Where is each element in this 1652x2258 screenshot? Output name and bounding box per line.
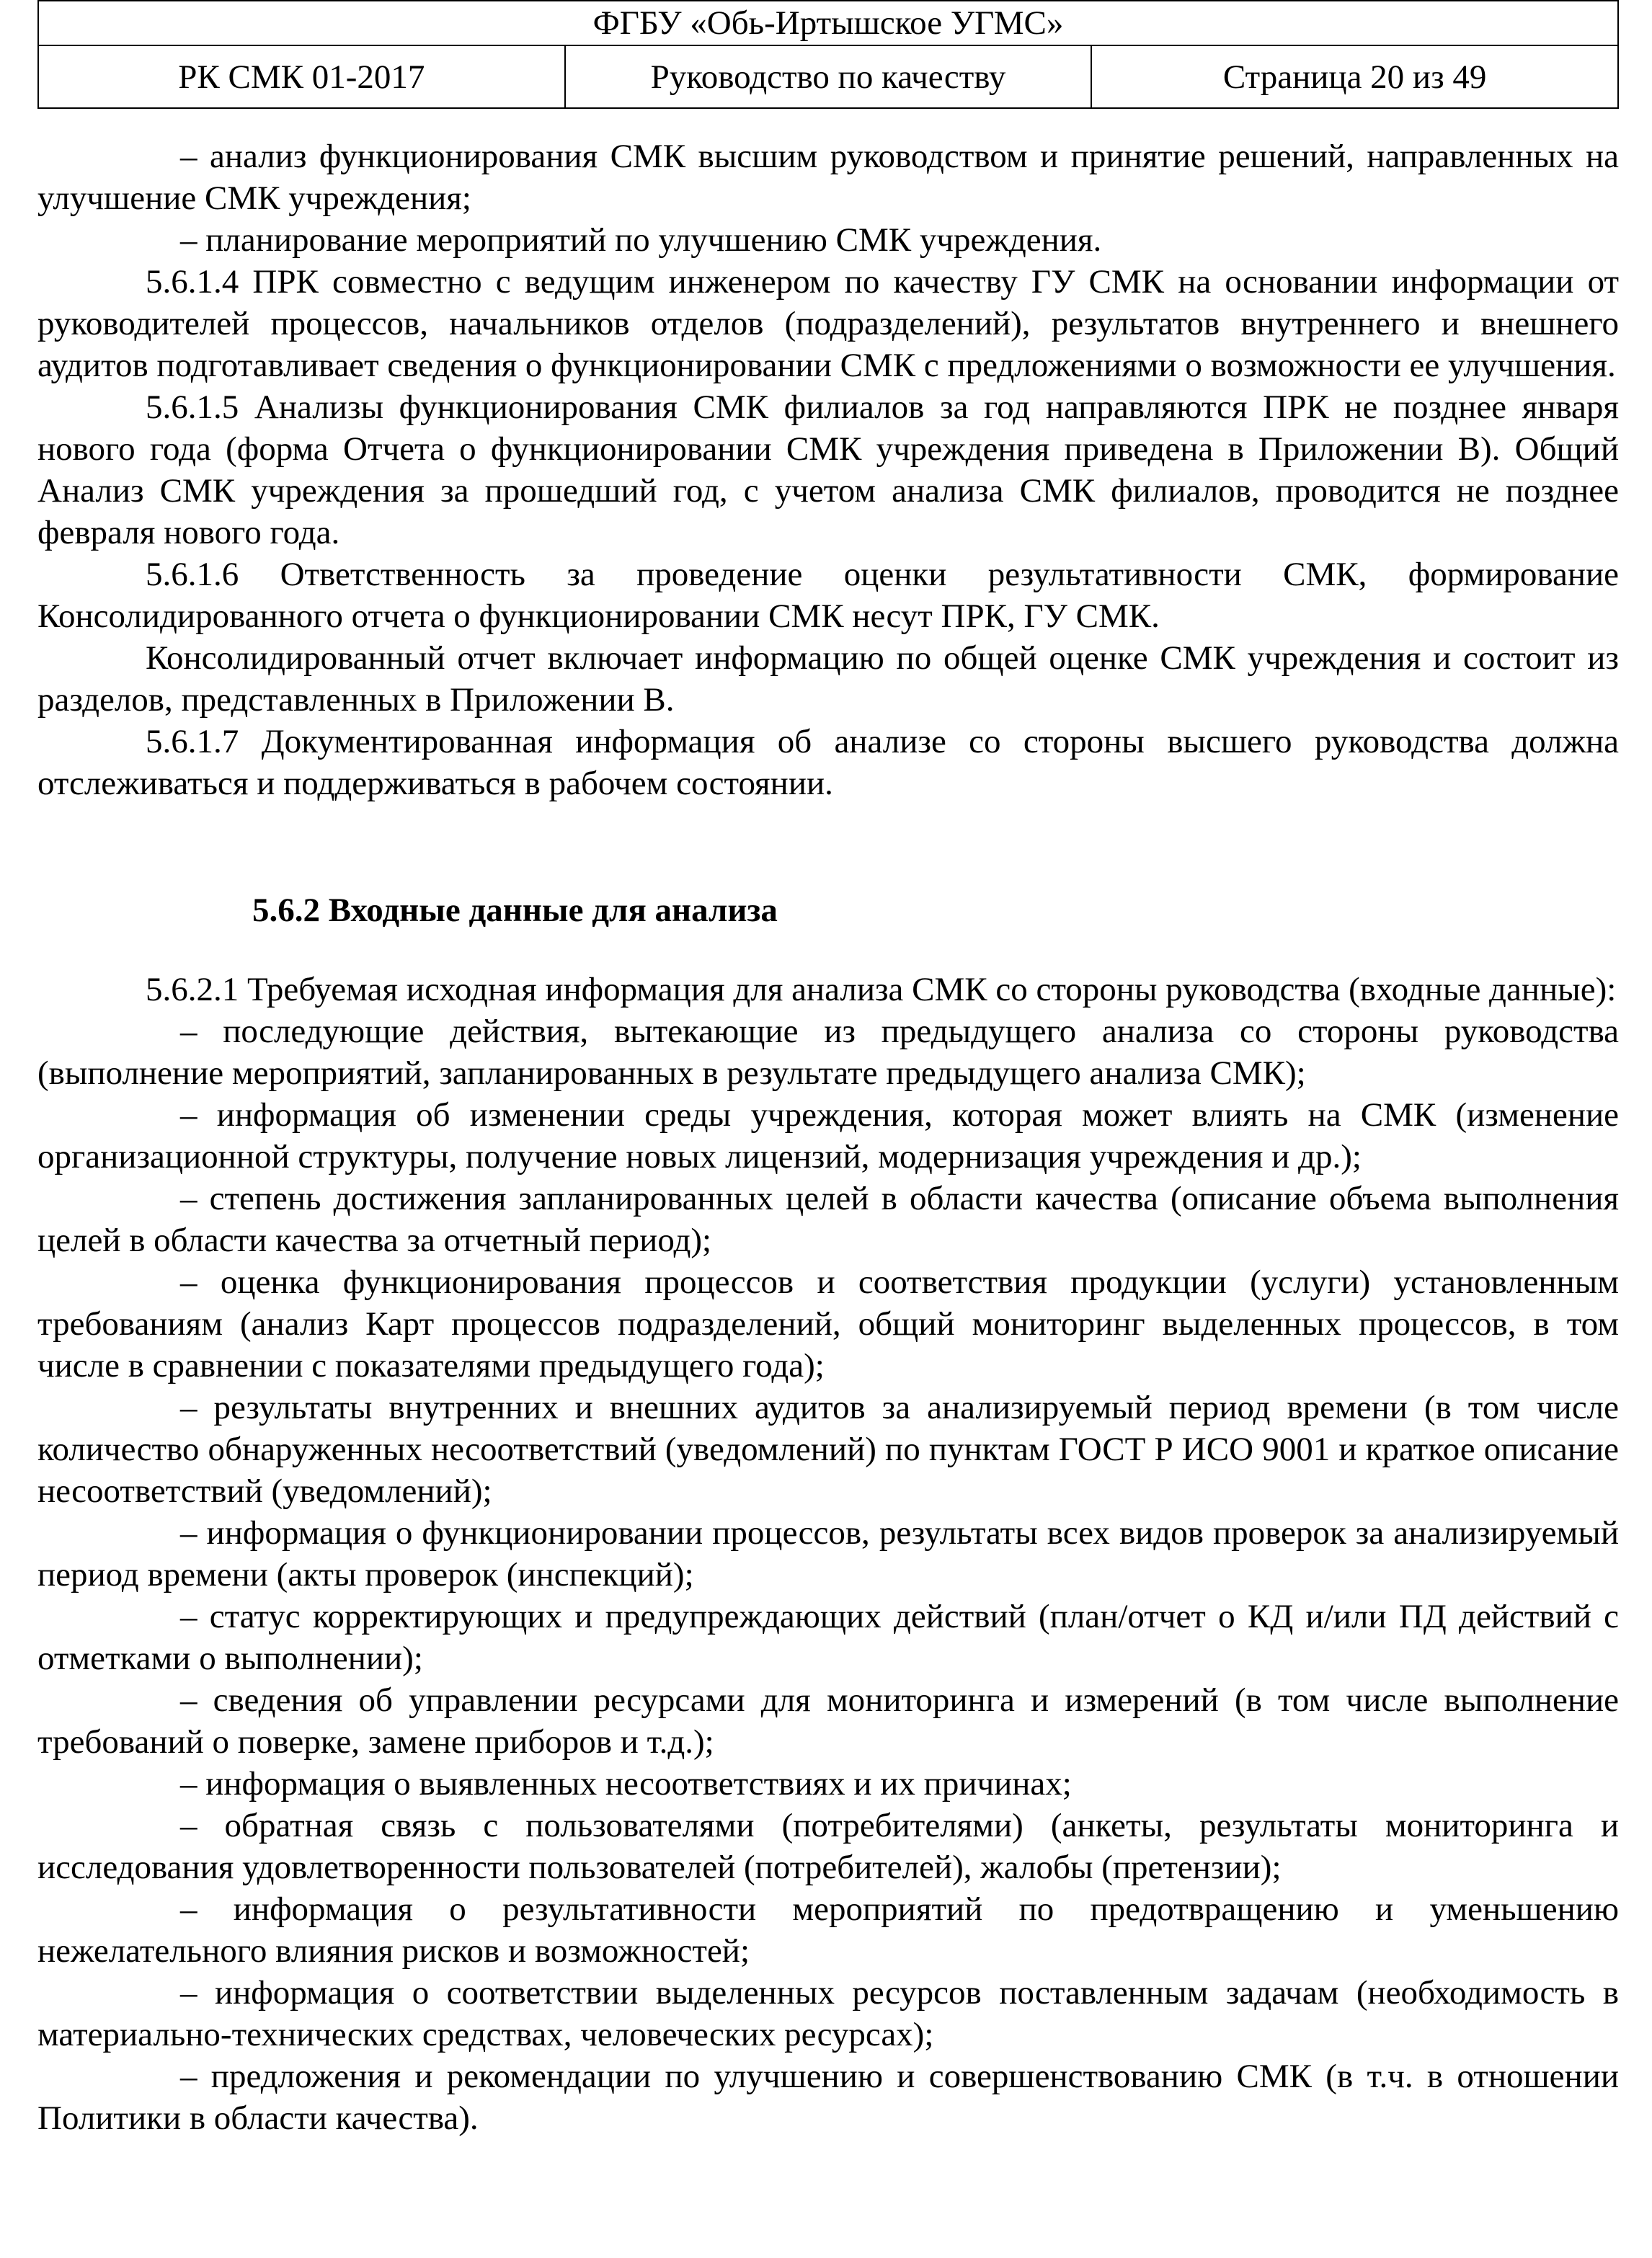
document-header: [37, 0, 1619, 109]
list-item: – анализ функционирования СМК высшим руководством и принятие решений, направленных на улучшение СМК учреждения;: [37, 138, 1619, 217]
list-item: – информация о соответствии выделенных ресурсов поставленным задачам (необходимость в материально-технических средствах, человеческих ресурсах);: [37, 1974, 1619, 2053]
list-item: – предложения и рекомендации по улучшению и совершенствованию СМК (в т.ч. в отношении Политики в области качества).: [37, 2058, 1619, 2137]
list-item: – обратная связь с пользователями (потребителями) (анкеты, результаты мониторинга и исследования удовлетворенности пользователей (потребителей), жалобы (претензии);: [37, 1807, 1619, 1886]
paragraph: 5.6.1.4 ПРК совместно с ведущим инженером по качеству ГУ СМК на основании информации от руководителей процессов, начальников отделов (подразделений), результатов внутреннего и внешнего аудитов подготавливает сведения о функционировании СМК с предложениями о возможности ее улучшения.: [37, 263, 1619, 384]
list-item: – информация об изменении среды учреждения, которая может влиять на СМК (изменение организационной структуры, получение новых лицензий, модернизация учреждения и др.);: [37, 1096, 1619, 1175]
list-item: – статус корректирующих и предупреждающих действий (план/отчет о КД и/или ПД действий с отметками о выполнении);: [37, 1598, 1619, 1677]
list-item: – информация о функционировании процессов, результаты всех видов проверок за анализируемый период времени (акты проверок (инспекций);: [37, 1514, 1619, 1594]
list-item: – сведения об управлении ресурсами для мониторинга и измерений (в том числе выполнение требований о поверке, замене приборов и т.д.);: [37, 1681, 1619, 1761]
paragraph: 5.6.1.7 Документированная информация об анализе со стороны высшего руководства должна отслеживаться и поддерживаться в рабочем состоянии.: [37, 723, 1619, 802]
paragraph: 5.6.2.1 Требуемая исходная информация для анализа СМК со стороны руководства (входные данные):: [146, 971, 1617, 1008]
list-item: – информация о результативности мероприятий по предотвращению и уменьшению нежелательного влияния рисков и возможностей;: [37, 1890, 1619, 1970]
list-item: – степень достижения запланированных целей в области качества (описание объема выполнения целей в области качества за отчетный период);: [37, 1180, 1619, 1259]
page-number: Страница 20 из 49: [1091, 45, 1618, 108]
document-title: Руководство по качеству: [565, 45, 1092, 108]
list-item: – результаты внутренних и внешних аудитов за анализируемый период времени (в том числе количество обнаруженных несоответствий (уведомлений) по пунктам ГОСТ Р ИСО 9001 и краткое описание несоответствий (уведомлений);: [37, 1389, 1619, 1510]
list-item: – последующие действия, вытекающие из предыдущего анализа со стороны руководства (выполнение мероприятий, запланированных в результате предыдущего анализа СМК);: [37, 1013, 1619, 1092]
document-code: РК СМК 01-2017: [38, 45, 565, 108]
organization-name: ФГБУ «Обь-Иртышское УГМС»: [38, 1, 1618, 45]
list-item: – информация о выявленных несоответствиях и их причинах;: [180, 1765, 1072, 1803]
list-item: – планирование мероприятий по улучшению СМК учреждения.: [180, 221, 1102, 259]
paragraph: 5.6.1.5 Анализы функционирования СМК филиалов за год направляются ПРК не позднее января нового года (форма Отчета о функционировании СМК учреждения приведена в Приложении В). Общий Анализ СМК учреждения за прошедший год, с учетом анализа СМК филиалов, проводится не позднее февраля нового года.: [37, 388, 1619, 551]
section-heading: 5.6.2 Входные данные для анализа: [252, 892, 778, 929]
paragraph: 5.6.1.6 Ответственность за проведение оценки результативности СМК, формирование Консолидированного отчета о функционировании СМК несут ПРК, ГУ СМК.: [37, 556, 1619, 635]
list-item: – оценка функционирования процессов и соответствия продукции (услуги) установленным требованиям (анализ Карт процессов подразделений, общий мониторинг выделенных процессов, в том числе в сравнении с показателями предыдущего года);: [37, 1263, 1619, 1384]
paragraph: Консолидированный отчет включает информацию по общей оценке СМК учреждения и состоит из разделов, представленных в Приложении В.: [37, 639, 1619, 719]
document-body: [37, 135, 1619, 2139]
